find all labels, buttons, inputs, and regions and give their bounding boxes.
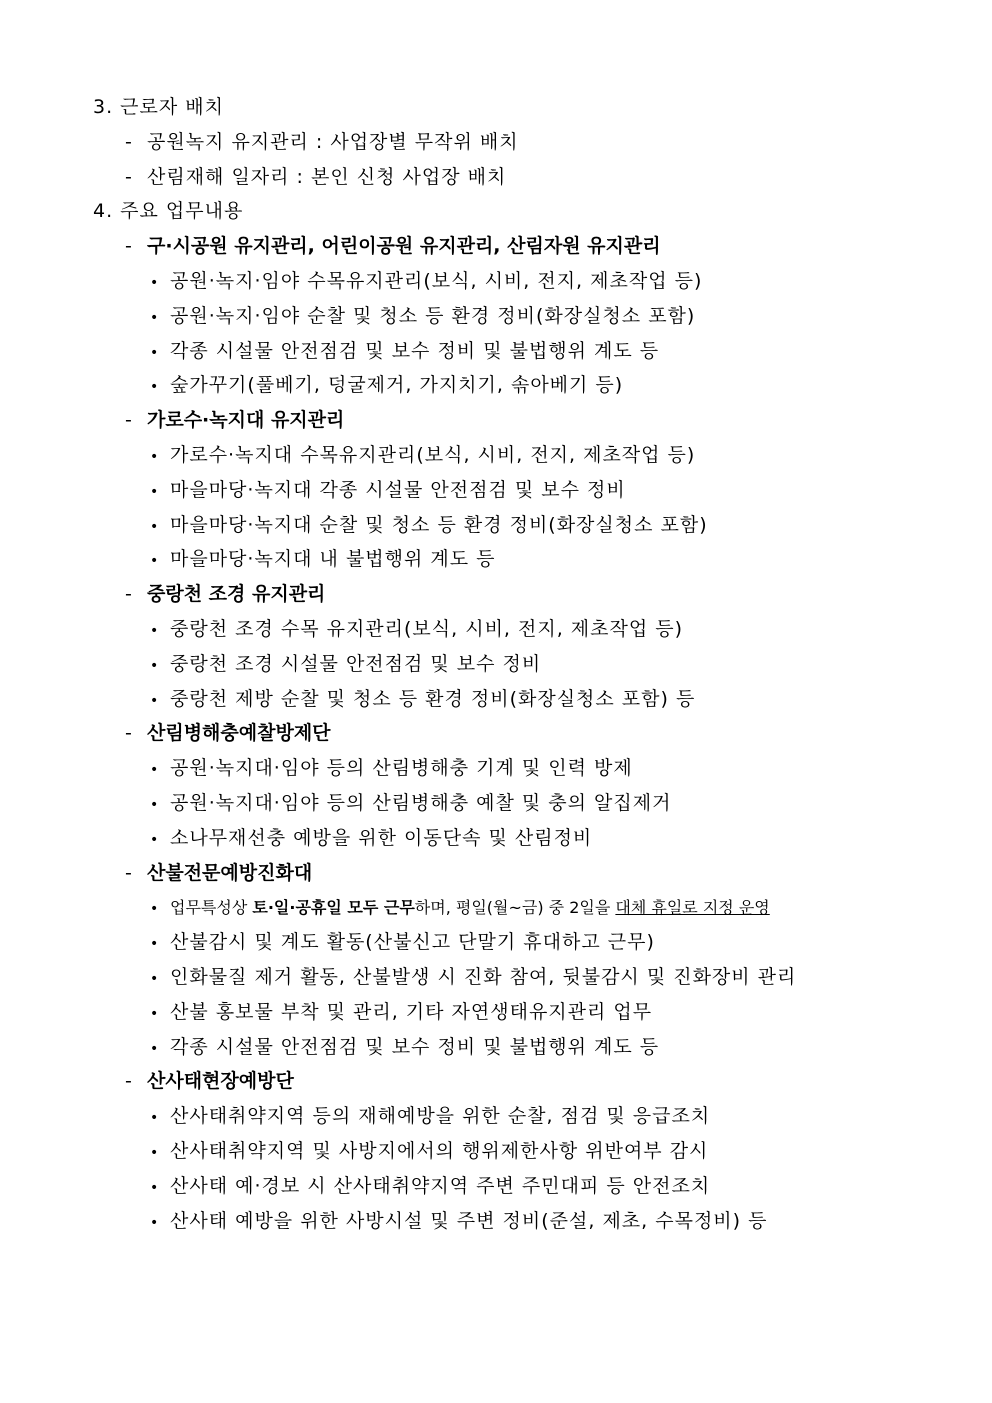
bullet-icon: • (150, 692, 160, 709)
item-text: 중랑천 조경 수목 유지관리(보식, 시비, 전지, 제초작업 등) (170, 617, 684, 640)
bullet-icon: • (150, 518, 160, 535)
bullet-icon: • (150, 831, 160, 848)
group-heading (0, 577, 992, 612)
group-heading (0, 1064, 992, 1099)
item-text: 산불 홍보물 부착 및 관리, 기타 자연생태유지관리 업무 (170, 1000, 653, 1023)
item-text: 산림재해 일자리 : 본인 신청 사업장 배치 (147, 165, 507, 188)
section-heading: 3. 근로자 배치 (93, 96, 224, 118)
group-title: 산불전문예방진화대 (147, 861, 313, 884)
task-groups (0, 229, 992, 1238)
list-item (0, 264, 992, 299)
bullet-icon: • (150, 1040, 160, 1057)
item-text: 공원·녹지대·임야 등의 산림병해충 예찰 및 충의 알집제거 (170, 791, 672, 814)
list-item (0, 786, 992, 821)
bullet-icon: • (150, 1005, 160, 1022)
item-text: 산불감시 및 계도 활동(산불신고 단말기 휴대하고 근무) (170, 931, 655, 954)
item-text: 산사태 예방을 위한 사방시설 및 주변 정비(준설, 제초, 수목정비) 등 (170, 1209, 768, 1232)
bullet-icon: • (150, 1110, 160, 1127)
list-item (0, 1204, 992, 1239)
group-heading (0, 716, 992, 751)
item-text: 각종 시설물 안전점검 및 보수 정비 및 불법행위 계도 등 (170, 1035, 660, 1058)
list-item (0, 960, 992, 995)
bullet-icon: • (150, 344, 160, 361)
group-title: 구·시공원 유지관리, 어린이공원 유지관리, 산림자원 유지관리 (147, 235, 661, 258)
dash-marker: - (125, 722, 133, 745)
item-text: 소나무재선충 예방을 위한 이동단속 및 산림정비 (170, 826, 593, 849)
item-text: 산사태취약지역 등의 재해예방을 위한 순찰, 점검 및 응급조치 (170, 1105, 711, 1128)
bullet-icon: • (150, 1214, 160, 1231)
group-title: 가로수·녹지대 유지관리 (147, 409, 345, 432)
list-item (0, 647, 992, 682)
document-page (0, 90, 992, 1238)
group-heading (0, 403, 992, 438)
bullet-icon: • (150, 936, 160, 953)
text-segment: 하며, 평일(월~금) 중 2일을 (414, 898, 616, 918)
bullet-icon: • (150, 553, 160, 570)
item-text: 중랑천 조경 시설물 안전점검 및 보수 정비 (170, 652, 542, 675)
list-item (0, 890, 992, 925)
bullet-icon: • (150, 762, 160, 779)
item-text: 공원녹지 유지관리 : 사업장별 무작위 배치 (147, 130, 519, 153)
list-item (0, 368, 992, 403)
list-item (0, 1099, 992, 1134)
bullet-icon: • (150, 1179, 160, 1196)
item-text: 공원·녹지·임야 수목유지관리(보식, 시비, 전지, 제초작업 등) (170, 269, 703, 292)
bullet-icon: • (150, 448, 160, 465)
bullet-icon: • (150, 622, 160, 639)
list-item (0, 1169, 992, 1204)
text-segment-bold: 토·일·공휴일 모두 근무 (252, 898, 415, 918)
text-segment-underlined: 대체 휴일로 지정 운영 (615, 898, 770, 918)
group-title: 산림병해충예찰방제단 (147, 722, 331, 745)
list-item (0, 160, 992, 195)
item-text: 공원·녹지·임야 순찰 및 청소 등 환경 정비(화장실청소 포함) (170, 304, 696, 327)
list-item (0, 334, 992, 369)
list-item (0, 438, 992, 473)
list-item (0, 473, 992, 508)
bullet-icon: • (150, 970, 160, 987)
list-item (0, 1030, 992, 1065)
item-text: 공원·녹지대·임야 등의 산림병해충 기계 및 인력 방제 (170, 757, 633, 780)
bullet-icon: • (150, 309, 160, 326)
dash-marker: - (125, 165, 133, 188)
list-item (0, 682, 992, 717)
list-item (0, 925, 992, 960)
dash-marker: - (125, 130, 133, 153)
item-text: 인화물질 제거 활동, 산불발생 시 진화 참여, 뒷불감시 및 진화장비 관리 (170, 965, 797, 988)
item-text: 산사태 예·경보 시 산사태취약지역 주변 주민대피 등 안전조치 (170, 1174, 711, 1197)
dash-marker: - (125, 1070, 133, 1093)
dash-marker: - (125, 235, 133, 258)
section-heading: 4. 주요 업무내용 (93, 200, 244, 223)
bullet-icon: • (150, 1144, 160, 1161)
list-item (0, 508, 992, 543)
item-text: 마을마당·녹지대 순찰 및 청소 등 환경 정비(화장실청소 포함) (170, 513, 708, 536)
list-item (0, 542, 992, 577)
item-text: 산사태취약지역 및 사방지에서의 행위제한사항 위반여부 감시 (170, 1139, 709, 1162)
group-title: 중랑천 조경 유지관리 (147, 583, 326, 606)
list-item (0, 821, 992, 856)
list-item (0, 995, 992, 1030)
dash-marker: - (125, 409, 133, 432)
list-item (0, 612, 992, 647)
list-item (0, 1134, 992, 1169)
bullet-icon: • (150, 796, 160, 813)
dash-marker: - (125, 861, 133, 884)
bullet-icon: • (150, 483, 160, 500)
item-text: 중랑천 제방 순찰 및 청소 등 환경 정비(화장실청소 포함) 등 (170, 687, 696, 710)
bullet-icon: • (150, 901, 160, 918)
item-text: 숲가꾸기(풀베기, 덩굴제거, 가지치기, 솎아베기 등) (170, 374, 624, 397)
list-item (0, 299, 992, 334)
item-text: 각종 시설물 안전점검 및 보수 정비 및 불법행위 계도 등 (170, 339, 660, 362)
item-text: 마을마당·녹지대 각종 시설물 안전점검 및 보수 정비 (170, 478, 626, 501)
bullet-icon: • (150, 657, 160, 674)
text-segment: 업무특성상 (170, 898, 253, 918)
list-item (0, 751, 992, 786)
dash-marker: - (125, 583, 133, 606)
group-heading (0, 229, 992, 264)
list-item (0, 125, 992, 160)
group-heading (0, 856, 992, 891)
group-title: 산사태현장예방단 (147, 1070, 294, 1093)
item-text: 마을마당·녹지대 내 불법행위 계도 등 (170, 548, 496, 571)
bullet-icon: • (150, 274, 160, 291)
item-text: 가로수·녹지대 수목유지관리(보식, 시비, 전지, 제초작업 등) (170, 443, 696, 466)
bullet-icon: • (150, 379, 160, 396)
